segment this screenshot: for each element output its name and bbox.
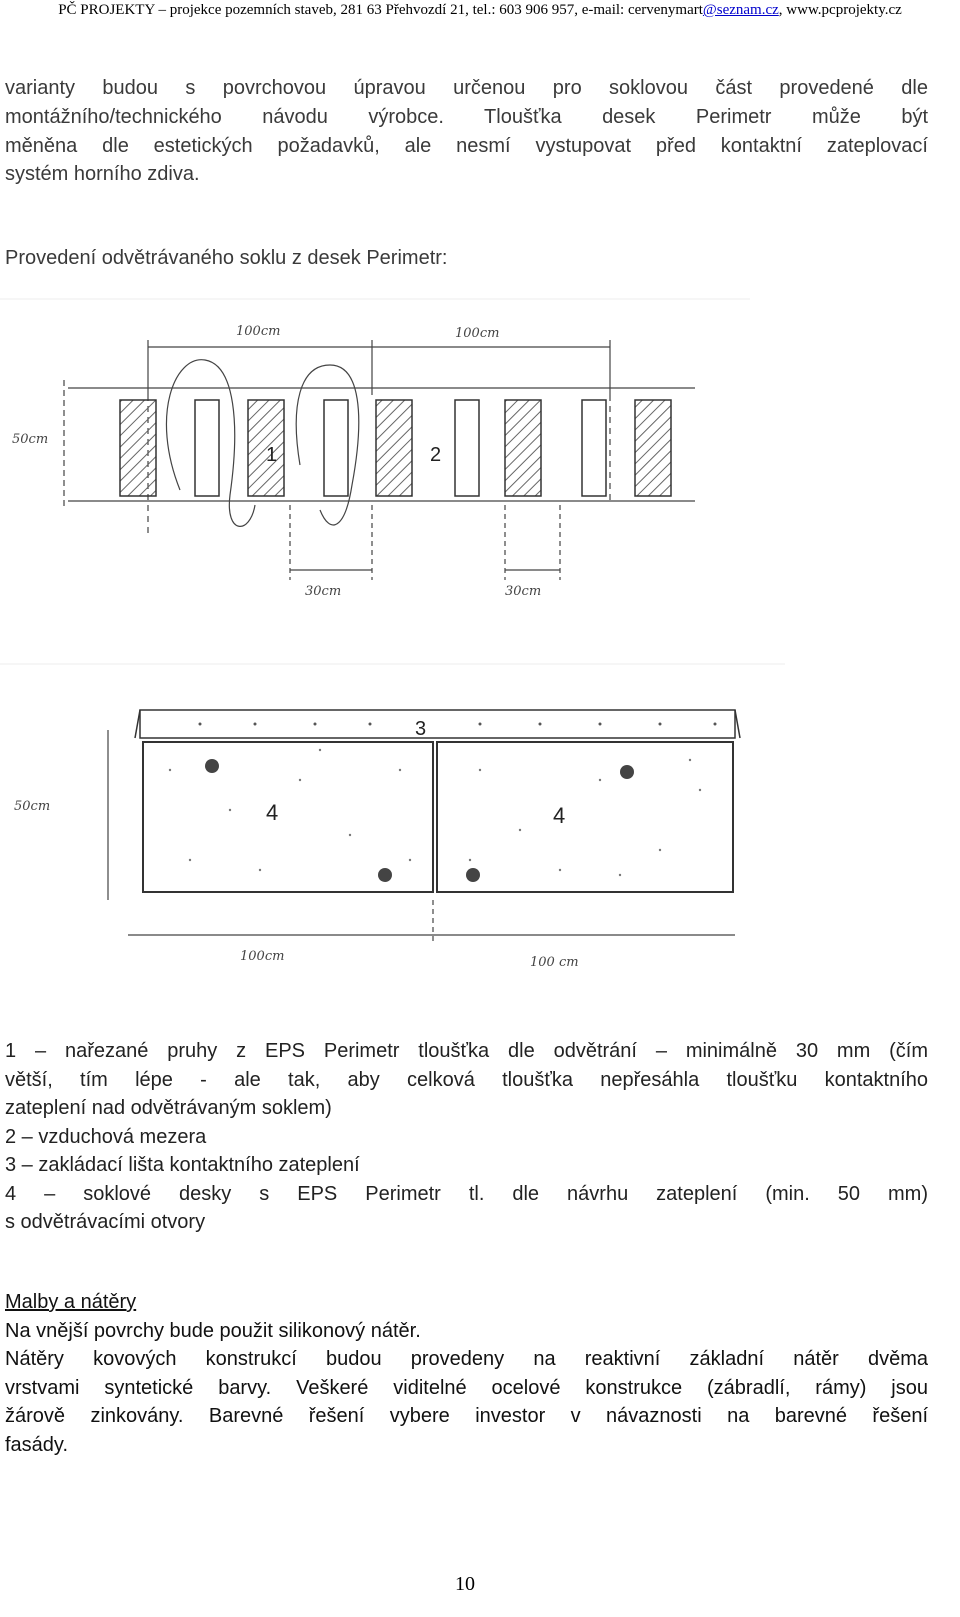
page-header: [0, 2, 960, 24]
paint-section: [5, 1288, 928, 1459]
email-link[interactable]: @seznam.cz: [702, 2, 779, 18]
dim-top-right-label: 100cm: [455, 326, 500, 341]
paint-line: vrstvami syntetické barvy. Veškeré viditelné ocelové konstrukce (zábradlí, rámy) jsou: [5, 1376, 928, 1399]
paint-line: žárově zinkovány. Barevné řešení vybere investor v návaznosti na barevné řešení: [5, 1405, 928, 1427]
dim-bottom-left-label: 30cm: [305, 584, 342, 599]
legend-item-3: 3 – zakládací lišta kontaktního zateplení: [5, 1154, 360, 1176]
starter-rail: [135, 710, 740, 738]
sketch-ventilated-strips: [0, 295, 960, 615]
paint-line: Na vnější povrchy bude použit silikonový nátěr.: [5, 1319, 421, 1342]
intro-line: systém horního zdiva.: [5, 163, 200, 186]
dim-top-left-label: 100cm: [236, 324, 281, 339]
intro-line: měněna dle estetických požadavků, ale nesmí vystupovat před kontaktní zateplovací: [5, 134, 928, 157]
dim-height-label: 50cm: [12, 432, 49, 447]
legend-item-4-line: s odvětrávacími otvory: [5, 1211, 206, 1233]
sketch-plinth-boards: [0, 660, 960, 980]
page-number: 10: [455, 1573, 475, 1595]
header-website: , www.pcprojekty.cz: [778, 2, 902, 18]
plinth-width-right-label: 100 cm: [530, 955, 579, 970]
plinth-width-left-label: 100cm: [240, 949, 285, 964]
legend-item-1-line: větší, tím lépe - ale tak, aby celková tloušťka nepřesáhla tloušťku kontaktního: [5, 1068, 928, 1091]
label-4-left: 4: [266, 800, 279, 825]
dim-bottom-right-label: 30cm: [505, 584, 542, 599]
label-2: 2: [430, 444, 442, 466]
header-text: PČ PROJEKTY – projekce pozemních staveb, 281 63 Přehvozdí 21, tel.: 603 906 957, e-mail: cervenymart: [58, 2, 703, 18]
legend-item-4-line: 4 – soklové desky s EPS Perimetr tl. dle návrhu zateplení (min. 50 mm): [5, 1182, 928, 1205]
paint-line: Nátěry kovových konstrukcí budou provedeny na reaktivní základní nátěr dvěma: [5, 1348, 928, 1370]
intro-line: montážního/technického návodu výrobce. Tloušťka desek Perimetr může být: [5, 105, 928, 128]
intro-line: varianty budou s povrchovou úpravou určenou pro soklovou část provedené dle: [5, 77, 928, 99]
plinth-height-label: 50cm: [14, 799, 51, 814]
figure-legend: [5, 1037, 928, 1237]
legend-item-2: 2 – vzduchová mezera: [5, 1125, 207, 1148]
rail-dots: [199, 723, 717, 726]
legend-item-1-line: zateplení nad odvětrávaným soklem): [5, 1097, 332, 1119]
figure-caption: Provedení odvětrávaného soklu z desek Perimetr:: [5, 247, 448, 269]
plinth-boards: [143, 742, 733, 892]
label-1: 1: [266, 444, 278, 466]
section-heading: Malby a nátěry: [5, 1291, 137, 1313]
legend-item-1-line: 1 – nařezané pruhy z EPS Perimetr tloušťka dle odvětrání – minimálně 30 mm (čím: [5, 1040, 928, 1062]
intro-paragraph: [5, 74, 928, 189]
label-3: 3: [415, 718, 427, 740]
paint-line: fasády.: [5, 1433, 68, 1456]
label-4-right: 4: [553, 803, 566, 828]
